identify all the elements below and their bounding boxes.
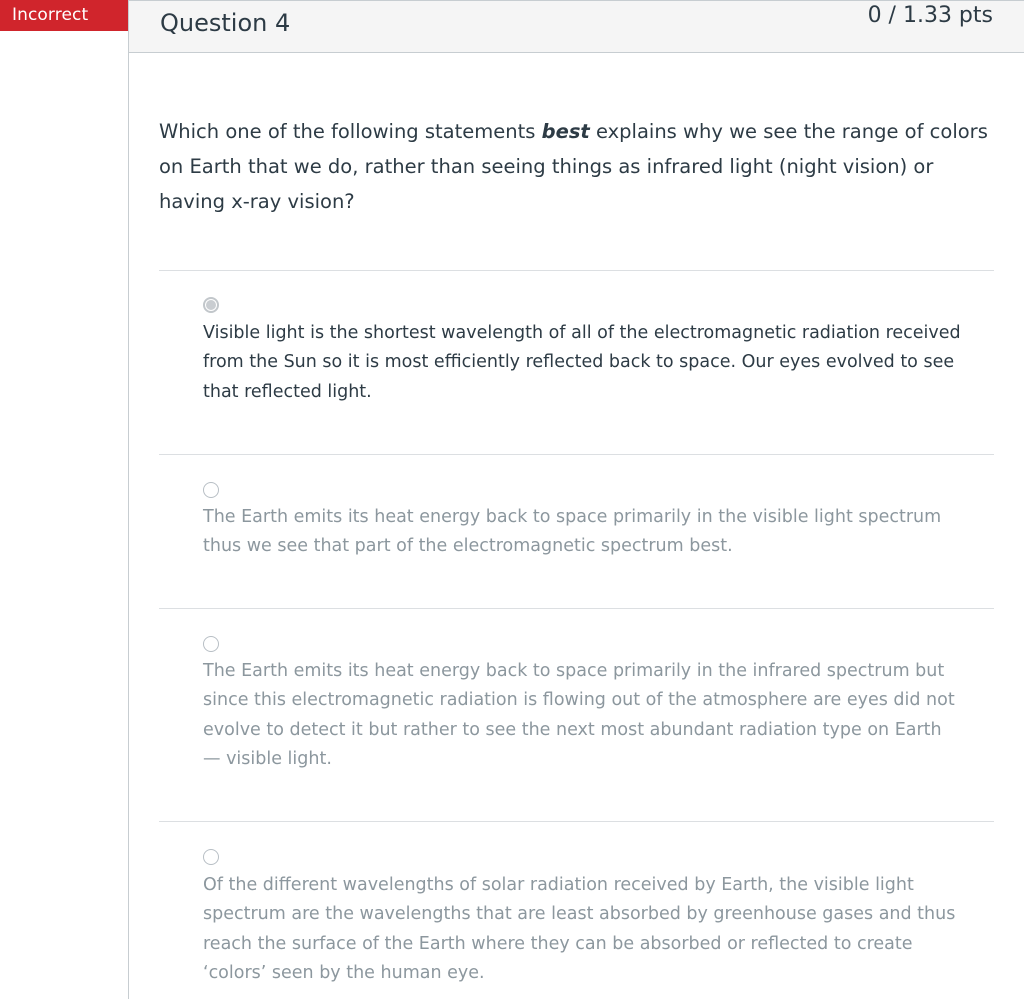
answer-text: Visible light is the shortest wavelength of all of the electromagnetic radiation received from the Sun so it is most efficiently reflected back to space. Our eyes evolved to see that reflected light. bbox=[203, 323, 961, 402]
question-header bbox=[129, 0, 1024, 53]
radio-selected-icon[interactable] bbox=[203, 297, 219, 313]
answer-option-3[interactable] bbox=[159, 609, 994, 821]
question-text-start: Which one of the following statements bbox=[159, 120, 542, 143]
answer-option-4[interactable] bbox=[159, 822, 994, 999]
incorrect-label: Incorrect bbox=[12, 5, 89, 25]
answer-text: The Earth emits its heat energy back to space primarily in the visible light spectrum thus we see that part of the electromagnetic spectrum best. bbox=[203, 507, 942, 557]
answer-option-2[interactable] bbox=[159, 455, 994, 608]
question-title: Question 4 bbox=[160, 9, 291, 37]
question-text-emphasis: best bbox=[541, 120, 590, 143]
question-text-end: explains why we see the range of colors on Earth that we do, rather than seeing things as infrared light (night vision) or having x-ray vision? bbox=[159, 120, 988, 213]
question-points: 0 / 1.33 pts bbox=[867, 3, 993, 28]
radio-empty-icon[interactable] bbox=[203, 849, 219, 865]
incorrect-flag bbox=[0, 0, 147, 31]
answer-option-1[interactable] bbox=[159, 271, 994, 454]
question-card bbox=[128, 0, 1024, 999]
radio-empty-icon[interactable] bbox=[203, 482, 219, 498]
radio-empty-icon[interactable] bbox=[203, 636, 219, 652]
answer-text: The Earth emits its heat energy back to space primarily in the infrared spectrum but since this electromagnetic radiation is flowing out of the atmosphere are eyes did not evolve to detect it but rather to see the next most abundant radiation type on Earth — visible light. bbox=[203, 661, 955, 769]
answer-text: Of the different wavelengths of solar radiation received by Earth, the visible light spectrum are the wavelengths that are least absorbed by greenhouse gases and thus reach the surface of the Earth where they can be absorbed or reflected to create ‘colors’ seen by the human eye. bbox=[203, 875, 956, 983]
question-text bbox=[159, 114, 999, 219]
